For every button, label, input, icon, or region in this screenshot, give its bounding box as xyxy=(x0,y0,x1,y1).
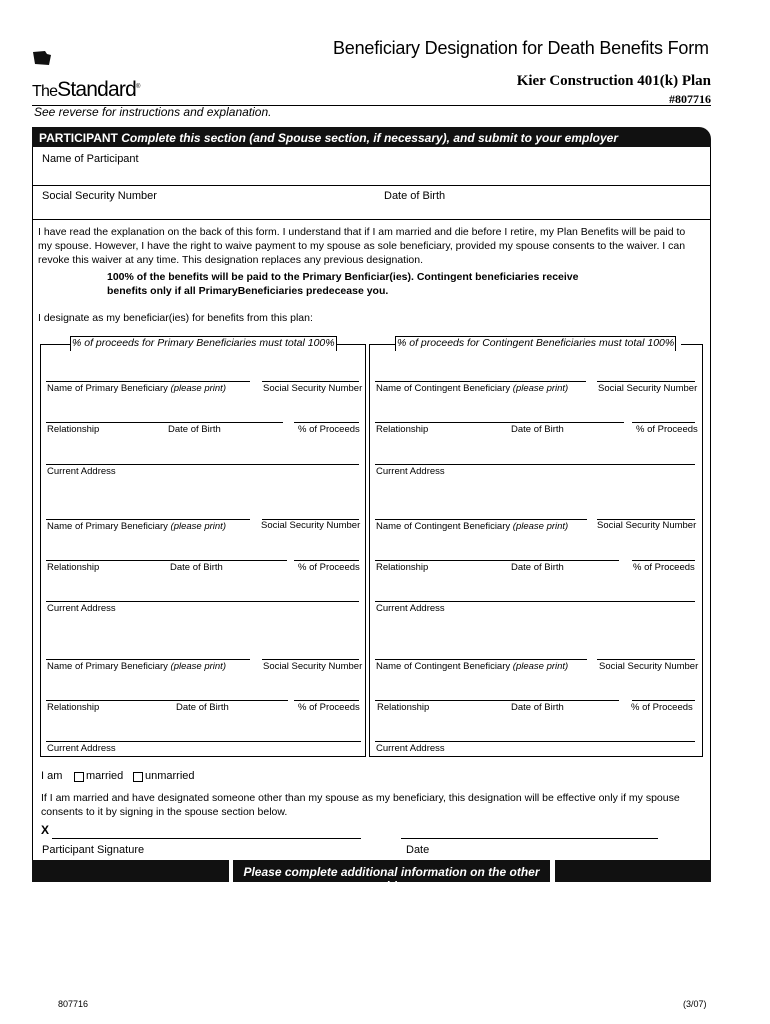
contingent-2-address-field[interactable] xyxy=(375,601,695,602)
contingent-3-dob-label: Date of Birth xyxy=(511,702,564,713)
logo-standard: Standard xyxy=(57,78,137,101)
revision-date: (3/07) xyxy=(683,999,707,1009)
primary-2-ssn-label: Social Security Number xyxy=(261,520,361,531)
contingent-3-proceeds-label: % of Proceeds xyxy=(631,702,693,713)
see-reverse-note: See reverse for instructions and explanation. xyxy=(34,105,272,119)
contingent-1-proceeds-label: % of Proceeds xyxy=(636,424,698,435)
primary-1-name-label: Name of Primary Beneficiary xyxy=(47,383,168,394)
footer-bar-left xyxy=(32,860,229,882)
marital-i-am: I am xyxy=(41,770,63,782)
primary-3-dob-label: Date of Birth xyxy=(176,702,229,713)
primary-3-address-label: Current Address xyxy=(47,743,116,754)
spouse-note-line-2: consents to it by signing in the spouse section below. xyxy=(41,806,288,818)
contingent-3-address-field[interactable] xyxy=(375,741,695,742)
primary-2-address-label: Current Address xyxy=(47,603,116,614)
participant-ssn-label: Social Security Number xyxy=(42,190,157,202)
participant-name-label: Name of Participant xyxy=(42,153,139,165)
contingent-3-relationship-label: Relationship xyxy=(377,702,430,713)
participant-signature-field[interactable] xyxy=(52,838,361,839)
primary-1-relationship-field[interactable] xyxy=(46,422,283,423)
participant-dob-field[interactable] xyxy=(384,203,704,217)
footer-bar-text: Please complete additional information on the other side xyxy=(243,865,540,893)
primary-1-relationship-label: Relationship xyxy=(47,424,100,435)
primary-1-dob-label: Date of Birth xyxy=(168,424,221,435)
primary-1-proceeds-field[interactable] xyxy=(294,422,359,423)
primary-1-ssn-field[interactable] xyxy=(262,381,359,382)
contingent-2-name-label: Name of Contingent Beneficiary xyxy=(376,521,511,532)
signature-date-field[interactable] xyxy=(401,838,658,839)
contingent-1-relationship-field[interactable] xyxy=(375,422,624,423)
plan-name: Kier Construction 401(k) Plan xyxy=(516,73,711,89)
explanation-line-2: my spouse. However, I have the right to waive payment to my spouse as sole beneficiary, provided my spouse consents to the waiver. I can xyxy=(38,240,686,252)
primary-3-address-field[interactable] xyxy=(46,741,361,742)
contingent-2-relationship-label: Relationship xyxy=(376,562,429,573)
benefits-rule-text xyxy=(107,270,578,298)
primary-box-header-text: % of proceeds for Primary Beneficiaries must total 100% xyxy=(72,337,335,349)
frame-right xyxy=(710,147,711,882)
primary-2-address-field[interactable] xyxy=(46,601,359,602)
contingent-3-ssn-field[interactable] xyxy=(597,659,695,660)
explanation-text xyxy=(38,225,706,267)
explanation-line-3: revoke this waiver at any time. This designation replaces any previous designation. xyxy=(38,254,424,266)
participant-signature-label: Participant Signature xyxy=(42,844,145,856)
contingent-box-header-text: % of proceeds for Contingent Beneficiaries must total 100% xyxy=(397,337,675,349)
contingent-3-ssn-label: Social Security Number xyxy=(599,661,699,672)
participant-dob-label: Date of Birth xyxy=(384,190,446,202)
married-checkbox[interactable] xyxy=(74,772,84,782)
footer-bar-right xyxy=(555,860,711,882)
frame-left xyxy=(32,147,33,882)
participant-name-field[interactable] xyxy=(32,185,711,186)
participant-fields-rule xyxy=(32,219,711,220)
primary-1-please-print: (please print) xyxy=(170,383,226,394)
primary-2-dob-label: Date of Birth xyxy=(170,562,223,573)
primary-3-relationship-field[interactable] xyxy=(46,700,288,701)
primary-2-proceeds-field[interactable] xyxy=(294,560,359,561)
contingent-3-please-print: (please print) xyxy=(512,661,569,672)
spouse-note xyxy=(41,791,680,819)
primary-2-proceeds-label: % of Proceeds xyxy=(298,562,360,573)
contingent-3-relationship-field[interactable] xyxy=(375,700,619,701)
primary-3-please-print: (please print) xyxy=(170,661,226,672)
primary-1-name-field[interactable] xyxy=(46,381,250,382)
contingent-3-proceeds-field[interactable] xyxy=(632,700,695,701)
contingent-2-please-print: (please print) xyxy=(512,521,569,532)
unmarried-checkbox[interactable] xyxy=(133,772,143,782)
explanation-line-1: I have read the explanation on the back of this form. I understand that if I am married and die before I retire, my Plan Benefits will be paid to xyxy=(38,226,686,238)
primary-beneficiary-box xyxy=(40,344,366,757)
spouse-note-line-1: If I am married and have designated someone other than my spouse as my beneficiary, this designation will be effective only if my spouse xyxy=(41,792,680,804)
primary-3-proceeds-field[interactable] xyxy=(294,700,359,701)
primary-3-name-label: Name of Primary Beneficiary xyxy=(47,661,168,672)
contingent-1-address-label: Current Address xyxy=(376,466,445,477)
primary-3-ssn-field[interactable] xyxy=(262,659,359,660)
contingent-box-header xyxy=(395,336,676,351)
participant-ssn-field[interactable] xyxy=(42,203,372,217)
benefits-bold-line-1: 100% of the benefits will be paid to the Primary Benficiar(ies). Contingent beneficiaries receive xyxy=(107,271,579,283)
primary-1-address-label: Current Address xyxy=(47,466,116,477)
married-label: married xyxy=(86,770,124,782)
primary-1-address-field[interactable] xyxy=(46,464,359,465)
contingent-1-ssn-label: Social Security Number xyxy=(598,383,698,394)
participant-instruction: Complete this section (and Spouse section, if necessary), and submit to your employer xyxy=(121,131,619,145)
logo xyxy=(32,50,152,105)
primary-2-relationship-field[interactable] xyxy=(46,560,287,561)
contingent-2-relationship-field[interactable] xyxy=(375,560,619,561)
primary-1-proceeds-label: % of Proceeds xyxy=(298,424,360,435)
primary-2-name-label: Name of Primary Beneficiary xyxy=(47,521,168,532)
contingent-2-proceeds-label: % of Proceeds xyxy=(633,562,695,573)
contingent-1-please-print: (please print) xyxy=(512,383,569,394)
primary-3-relationship-label: Relationship xyxy=(47,702,100,713)
primary-2-name-field[interactable] xyxy=(46,519,250,520)
contingent-1-dob-label: Date of Birth xyxy=(511,424,564,435)
contingent-1-address-field[interactable] xyxy=(375,464,695,465)
primary-2-relationship-label: Relationship xyxy=(47,562,100,573)
primary-box-header xyxy=(70,336,337,351)
designate-text: I designate as my beneficiar(ies) for benefits from this plan: xyxy=(38,312,313,324)
form-number: 807716 xyxy=(58,999,89,1009)
contingent-1-proceeds-field[interactable] xyxy=(632,422,695,423)
contingent-3-name-label: Name of Contingent Beneficiary xyxy=(376,661,511,672)
contingent-2-ssn-label: Social Security Number xyxy=(597,520,697,531)
primary-3-proceeds-label: % of Proceeds xyxy=(298,702,360,713)
contingent-3-address-label: Current Address xyxy=(376,743,445,754)
contingent-2-dob-label: Date of Birth xyxy=(511,562,564,573)
primary-3-ssn-label: Social Security Number xyxy=(263,661,363,672)
participant-label: PARTICIPANT xyxy=(39,131,118,145)
contingent-1-name-label: Name of Contingent Beneficiary xyxy=(376,383,511,394)
unmarried-label: unmarried xyxy=(145,770,195,782)
participant-bar xyxy=(32,127,711,147)
logo-tm: ® xyxy=(136,84,140,90)
signature-date-label: Date xyxy=(406,844,430,856)
signature-x-mark: X xyxy=(41,823,50,837)
primary-2-please-print: (please print) xyxy=(170,521,226,532)
contingent-beneficiary-box xyxy=(369,344,703,757)
primary-1-ssn-label: Social Security Number xyxy=(263,383,363,394)
footer-bar-message xyxy=(233,860,550,893)
logo-the: The xyxy=(32,83,58,100)
form-title: Beneficiary Designation for Death Benefits Form xyxy=(333,38,709,58)
contingent-2-proceeds-field[interactable] xyxy=(632,560,695,561)
contingent-3-name-field[interactable] xyxy=(375,659,587,660)
contingent-1-ssn-field[interactable] xyxy=(597,381,695,382)
contingent-2-address-label: Current Address xyxy=(376,603,445,614)
primary-3-name-field[interactable] xyxy=(46,659,250,660)
plan-number: #807716 xyxy=(669,92,711,106)
contingent-1-name-field[interactable] xyxy=(375,381,586,382)
contingent-2-name-field[interactable] xyxy=(375,519,587,520)
flag-icon xyxy=(32,50,52,66)
contingent-1-relationship-label: Relationship xyxy=(376,424,429,435)
benefits-bold-line-2: benefits only if all PrimaryBeneficiaries predecease you. xyxy=(107,285,389,297)
